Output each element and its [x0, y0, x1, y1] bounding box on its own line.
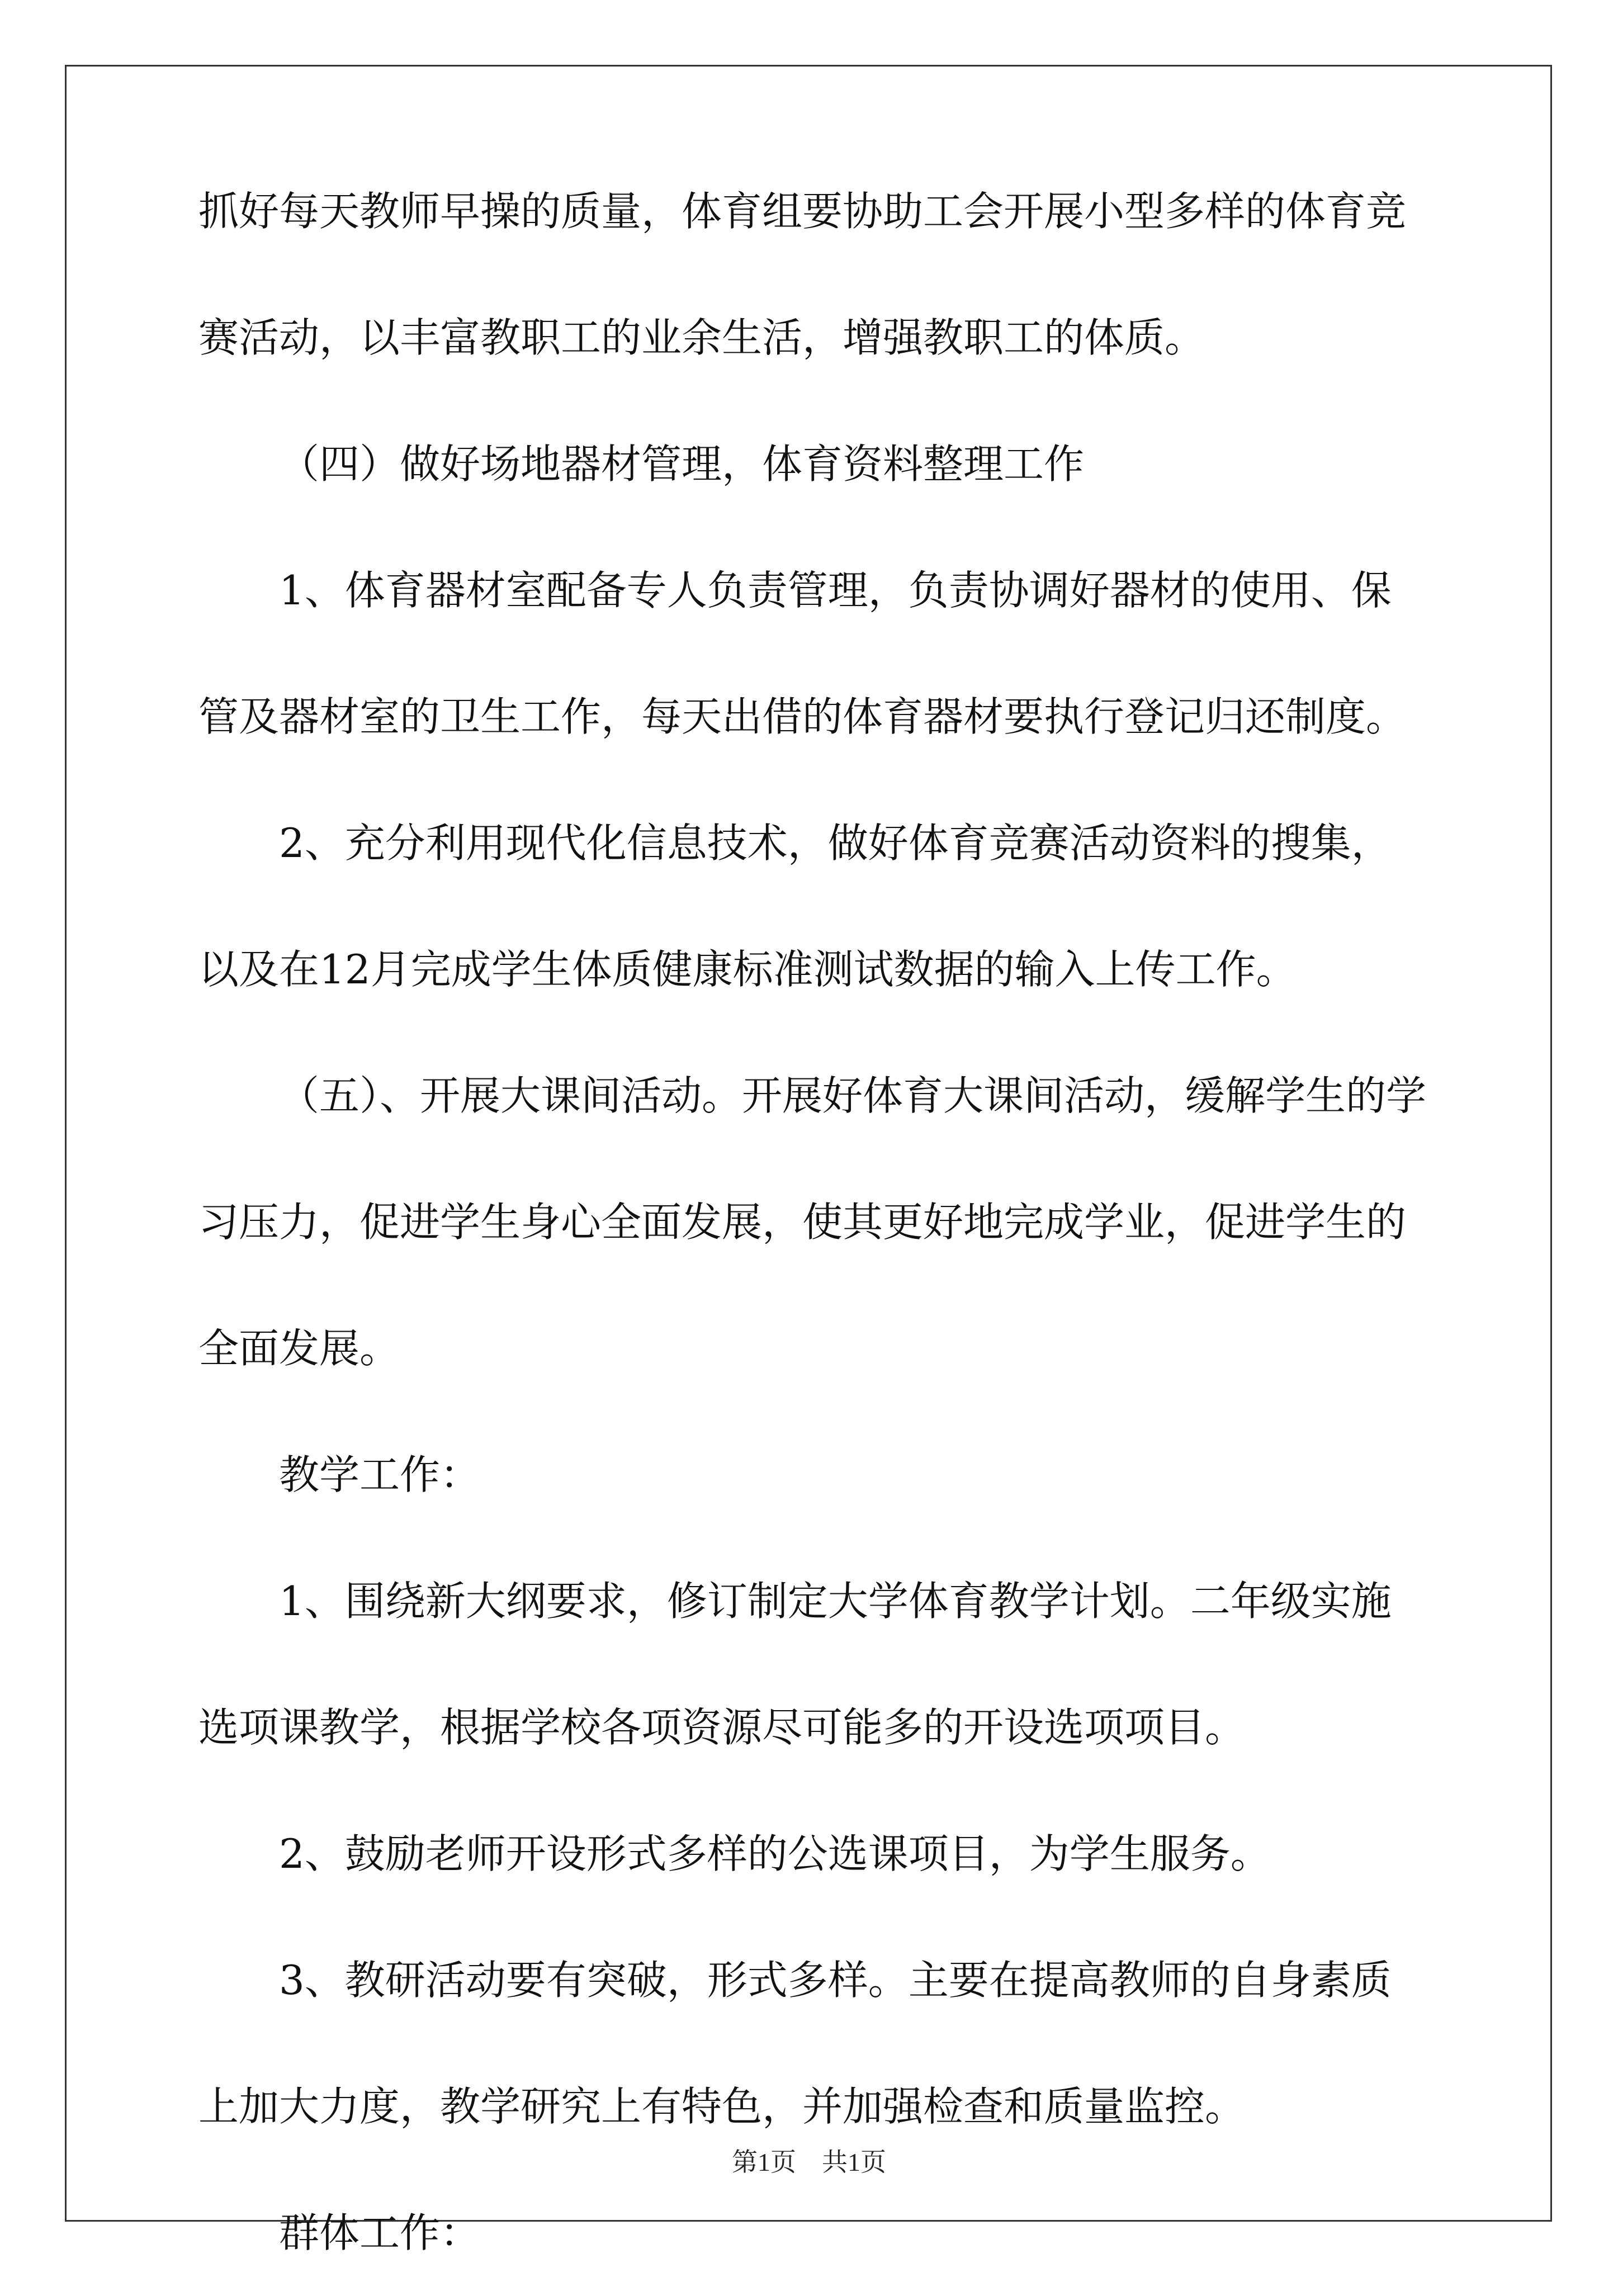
paragraph-9: 3、教研活动要有突破，形式多样。主要在提高教师的自身素质上加大力度，教学研究上有特色，并加强检查和质量监控。 [198, 1957, 1392, 2130]
paragraph-6-teaching-heading: 教学工作： [279, 1451, 481, 1498]
paragraph-1: 抓好每天教师早操的质量，体育组要协助工会开展小型多样的体育竞赛活动，以丰富教职工的业余生活，增强教职工的体质。 [198, 188, 1407, 361]
paragraph-8: 2、鼓励老师开设形式多样的公选课项目，为学生服务。 [279, 1830, 1271, 1877]
page-footer: 第1页 共1页 [732, 2148, 886, 2176]
paragraph-7: 1、围绕新大纲要求，修订制定大学体育教学计划。二年级实施选项课教学，根据学校各项资源尽可能多的开设选项项目。 [198, 1578, 1392, 1751]
paragraph-5-heading-five: （五）、开展大课间活动。开展好体育大课间活动，缓解学生的学习压力，促进学生身心全面发展，使其更好地完成学业，促进学生的全面发展。 [198, 1072, 1427, 1372]
paragraph-3: 1、体育器材室配备专人负责管理，负责协调好器材的使用、保管及器材室的卫生工作，每天出借的体育器材要执行登记归还制度。 [198, 567, 1407, 740]
paragraph-10-group-heading: 群体工作： [279, 2209, 481, 2256]
paragraph-2-heading-four: （四）做好场地器材管理，体育资料整理工作 [279, 441, 1085, 487]
paragraph-4: 2、充分利用现代化信息技术，做好体育竞赛活动资料的搜集，以及在12月完成学生体质健康标准测试数据的输入上传工作。 [198, 820, 1392, 993]
